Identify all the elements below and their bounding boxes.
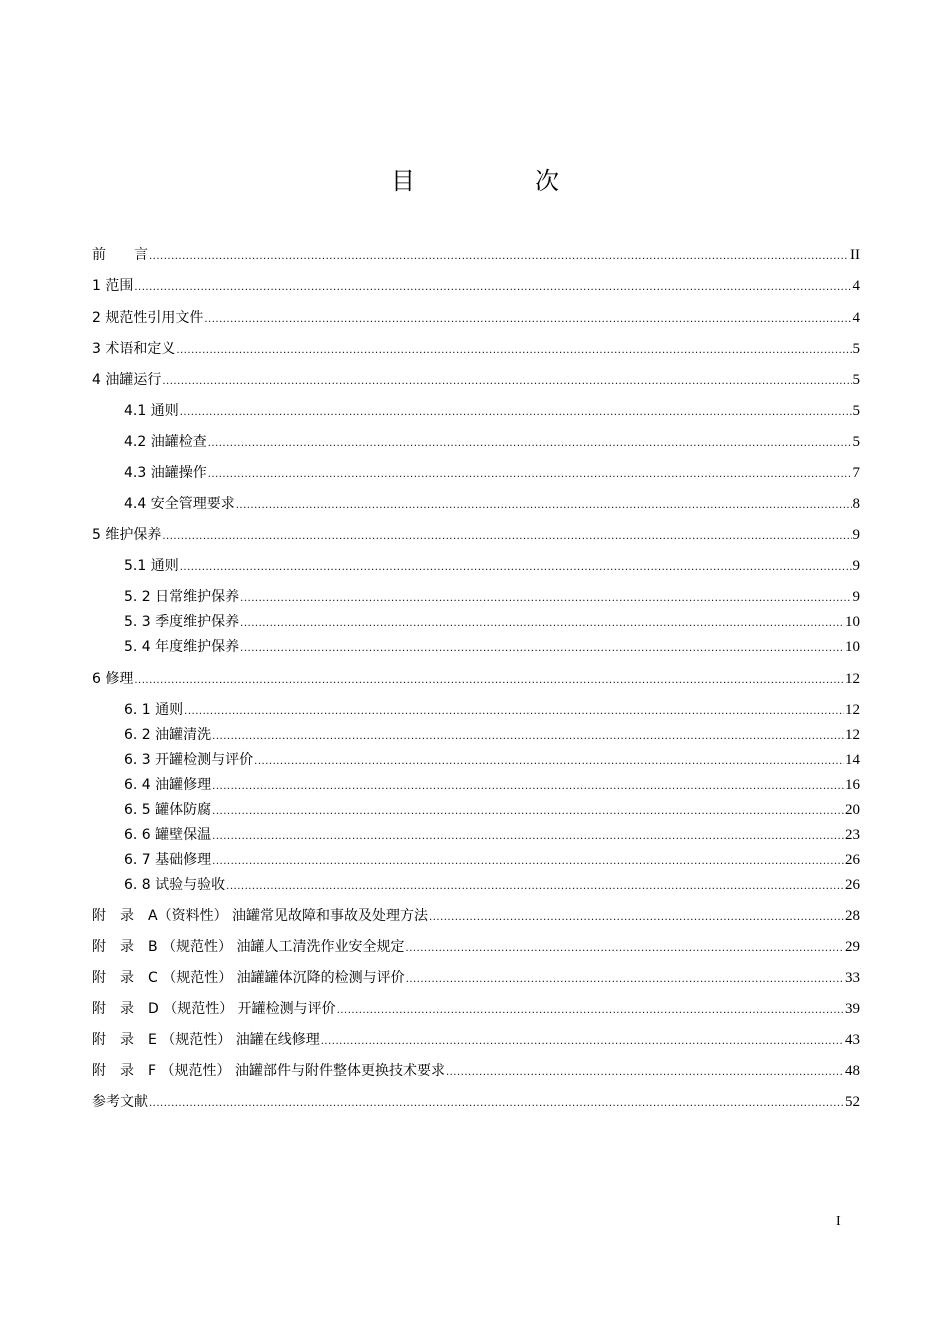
toc-entry-page: 12 (845, 671, 860, 687)
toc-entry-label: 5. 4 年度维护保养 (124, 639, 240, 655)
toc-entry-label: 1 范围 (92, 278, 134, 294)
toc-entry[interactable] (124, 613, 860, 633)
toc-entry-page: 5 (852, 403, 860, 419)
toc-entry-label: 5. 2 日常维护保养 (124, 589, 240, 605)
toc-entry[interactable] (92, 938, 860, 958)
toc-dot-leader (446, 1064, 844, 1082)
toc-entry-label: 附 录 A（资料性） 油罐常见故障和事故及处理方法 (92, 908, 429, 924)
toc-entry-page: 9 (852, 527, 860, 543)
toc-entry-page: 33 (845, 970, 860, 986)
toc-entry-page: 14 (845, 752, 860, 768)
toc-entry[interactable] (92, 969, 860, 989)
toc-entry-label: 附 录 D （规范性） 开罐检测与评价 (92, 1001, 336, 1017)
toc-entry[interactable] (92, 1031, 860, 1051)
toc-entry-page: 26 (845, 852, 860, 868)
toc-entry-label: 6. 8 试验与验收 (124, 877, 226, 893)
toc-dot-leader (212, 853, 844, 871)
toc-entry-label: 4.3 油罐操作 (124, 465, 207, 481)
toc-entry-page: 7 (852, 465, 860, 481)
toc-entry-label: 附 录 E （规范性） 油罐在线修理 (92, 1032, 320, 1048)
toc-entry-page: 23 (845, 827, 860, 843)
toc-entry[interactable] (92, 371, 860, 391)
toc-dot-leader (337, 1002, 844, 1020)
toc-entry-label: 前 言 (92, 247, 148, 263)
toc-entry[interactable] (92, 907, 860, 927)
toc-entry[interactable] (124, 433, 860, 453)
toc-dot-leader (212, 728, 844, 746)
toc-entry-label: 5.1 通则 (124, 558, 179, 574)
toc-entry[interactable] (124, 876, 860, 896)
toc-entry[interactable] (124, 588, 860, 608)
toc-dot-leader (149, 1095, 844, 1113)
toc-entry-page: 29 (845, 939, 860, 955)
toc-dot-leader (321, 1033, 844, 1051)
toc-entry[interactable] (92, 1093, 860, 1113)
toc-entry-page: 28 (845, 908, 860, 924)
toc-entry-label: 4.1 通则 (124, 403, 179, 419)
toc-entry[interactable] (124, 495, 860, 515)
toc-dot-leader (184, 703, 844, 721)
toc-entry-label: 6. 3 开罐检测与评价 (124, 752, 254, 768)
toc-entry-page: 26 (845, 877, 860, 893)
toc-entry[interactable] (124, 402, 860, 422)
toc-entry[interactable] (124, 826, 860, 846)
toc-entry-page: 10 (845, 614, 860, 630)
toc-entry-page: 5 (852, 341, 860, 357)
toc-entry-label: 2 规范性引用文件 (92, 310, 204, 326)
toc-entry-page: 5 (852, 434, 860, 450)
toc-entry-page: 20 (845, 802, 860, 818)
toc-entry-page: 4 (852, 278, 860, 294)
toc-dot-leader (406, 971, 844, 989)
toc-dot-leader (134, 672, 844, 690)
toc-entry-page: 48 (845, 1063, 860, 1079)
toc-entry-label: 3 术语和定义 (92, 341, 176, 357)
toc-dot-leader (208, 435, 852, 453)
toc-entry[interactable] (124, 726, 860, 746)
toc-dot-leader (180, 404, 852, 422)
toc-dot-leader (204, 311, 851, 329)
toc-entry-page: 9 (852, 589, 860, 605)
toc-dot-leader (240, 640, 844, 658)
toc-entry[interactable] (124, 751, 860, 771)
toc-entry-page: 12 (845, 727, 860, 743)
toc-entry-page: 9 (852, 558, 860, 574)
toc-entry-page: 43 (845, 1032, 860, 1048)
toc-entry[interactable] (92, 309, 860, 329)
toc-entry-label: 6. 5 罐体防腐 (124, 802, 212, 818)
toc-entry[interactable] (124, 464, 860, 484)
toc-entry[interactable] (124, 701, 860, 721)
toc-entry[interactable] (92, 1000, 860, 1020)
toc-entry-label: 6 修理 (92, 671, 134, 687)
toc-entry-label: 6. 7 基础修理 (124, 852, 212, 868)
toc-entry-page: 12 (845, 702, 860, 718)
toc-entry-label: 6. 1 通则 (124, 702, 184, 718)
toc-entry[interactable] (124, 557, 860, 577)
toc-entry-page: 4 (852, 310, 860, 326)
toc-dot-leader (180, 559, 852, 577)
toc-entry[interactable] (92, 1062, 860, 1082)
toc-dot-leader (134, 279, 851, 297)
toc-entry-page: 16 (845, 777, 860, 793)
toc-entry-page: II (850, 247, 860, 263)
toc-entry-page: 39 (845, 1001, 860, 1017)
toc-entry[interactable] (124, 638, 860, 658)
toc-entry[interactable] (124, 776, 860, 796)
toc-entry[interactable] (92, 340, 860, 360)
toc-dot-leader (240, 615, 844, 633)
toc-dot-leader (212, 803, 844, 821)
toc-entry-page: 52 (845, 1094, 860, 1110)
toc-dot-leader (176, 342, 851, 360)
toc-entry[interactable] (92, 246, 860, 266)
toc-entry-page: 5 (852, 372, 860, 388)
toc-entry-label: 4.2 油罐检查 (124, 434, 207, 450)
toc-dot-leader (254, 753, 844, 771)
toc-entry[interactable] (124, 851, 860, 871)
toc-entry-label: 附 录 B （规范性） 油罐人工清洗作业安全规定 (92, 939, 405, 955)
toc-entry-label: 5 维护保养 (92, 527, 162, 543)
toc-entry-label: 6. 2 油罐清洗 (124, 727, 212, 743)
toc-entry-label: 6. 4 油罐修理 (124, 777, 212, 793)
page-title: 目 次 (391, 167, 607, 195)
toc-dot-leader (406, 940, 844, 958)
toc-dot-leader (212, 778, 844, 796)
toc-entry-label: 6. 6 罐壁保温 (124, 827, 212, 843)
toc-entry-label: 参考文献 (92, 1094, 148, 1110)
toc-entry[interactable] (92, 526, 860, 546)
toc-dot-leader (236, 497, 852, 515)
toc-entry-page: 8 (852, 496, 860, 512)
toc-entry-label: 4 油罐运行 (92, 372, 162, 388)
toc-entry-label: 附 录 F （规范性） 油罐部件与附件整体更换技术要求 (92, 1063, 445, 1079)
toc-dot-leader (149, 248, 849, 266)
toc-entry-page: 10 (845, 639, 860, 655)
toc-dot-leader (162, 373, 851, 391)
toc-dot-leader (208, 466, 852, 484)
toc-entry-label: 4.4 安全管理要求 (124, 496, 235, 512)
toc-entry-label: 5. 3 季度维护保养 (124, 614, 240, 630)
toc-entry-label: 附 录 C （规范性） 油罐罐体沉降的检测与评价 (92, 970, 405, 986)
toc-entry[interactable] (92, 670, 860, 690)
toc-entry[interactable] (124, 801, 860, 821)
toc-dot-leader (212, 828, 844, 846)
toc-dot-leader (226, 878, 844, 896)
toc-dot-leader (429, 909, 844, 927)
page-number: I (836, 1214, 841, 1229)
toc-dot-leader (240, 590, 851, 608)
toc-dot-leader (162, 528, 851, 546)
toc-entry[interactable] (92, 277, 860, 297)
